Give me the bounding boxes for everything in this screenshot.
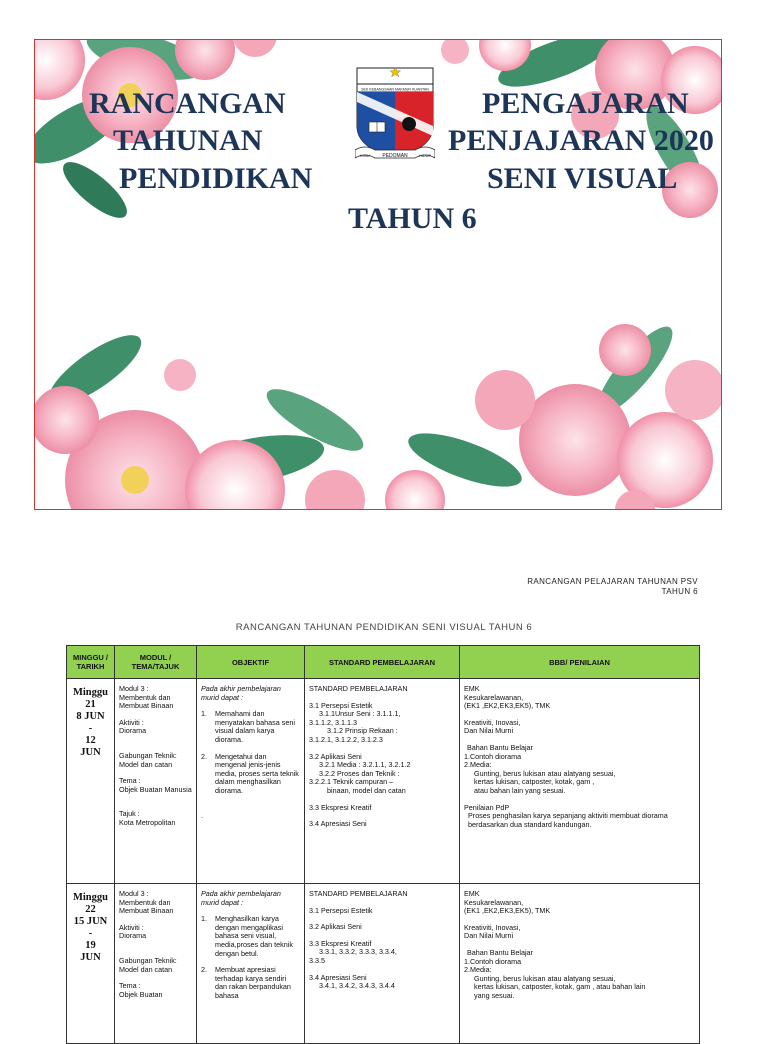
yearly-plan-table bbox=[66, 645, 700, 1044]
week-label: Minggu bbox=[72, 892, 108, 903]
objektif-cell bbox=[197, 679, 305, 884]
standard-item: 3.1.2 Prinsip Rekaan : bbox=[327, 726, 398, 736]
title-seni-visual: SENI VISUAL bbox=[487, 162, 678, 195]
objektif-item: Menghasilkan karya dengan mengaplikasi bahasa seni visual, media,proses dan teknik dengan betul. bbox=[215, 914, 293, 958]
modul-cell bbox=[115, 679, 197, 884]
standard-heading: STANDARD PEMBELAJARAN bbox=[309, 889, 408, 898]
standard-cell bbox=[305, 679, 460, 884]
bbb-cell bbox=[460, 884, 700, 1044]
week-to-month: JUN bbox=[80, 952, 101, 963]
school-crest-icon bbox=[355, 66, 435, 170]
gabungan-value: Model dan catan bbox=[119, 964, 173, 974]
bbb-emk: EMK bbox=[464, 889, 480, 898]
bottom-right-flowers-icon bbox=[385, 318, 722, 510]
document-title: RANCANGAN TAHUNAN PENDIDIKAN SENI VISUAL TAHUN 6 bbox=[235, 622, 533, 633]
objektif-item: Memahami dan menyatakan bahasa seni visual dalam karya diorama. bbox=[215, 709, 295, 744]
title-rancangan: RANCANGAN bbox=[89, 87, 286, 120]
bbb-line: Gunting, berus lukisan atau alatyang sesuai, bbox=[474, 768, 616, 778]
week-cell bbox=[67, 679, 115, 884]
objektif-item-number: 1. bbox=[201, 709, 207, 719]
header-modul: MODUL / TEMA/TAJUK bbox=[115, 646, 197, 679]
standard-item: 3.2.1 Media : 3.2.1.1, 3.2.1.2 bbox=[319, 760, 411, 770]
tema-value: Objek Buatan Manusia bbox=[119, 784, 192, 794]
title-pendidikan: PENDIDIKAN bbox=[119, 162, 313, 195]
standard-item: 3.1.2.1, 3.1.2.2, 3.1.2.3 bbox=[309, 734, 383, 744]
header-bbb: BBB/ PENILAIAN bbox=[460, 646, 700, 679]
title-tahunan: TAHUNAN bbox=[113, 124, 263, 157]
standard-item: 3.3.1, 3.3.2, 3.3.3, 3.3.4, bbox=[319, 947, 397, 957]
bbb-line: atau bahan lain yang sesuai. bbox=[474, 785, 566, 795]
title-penjajaran-2020: PENJAJARAN 2020 bbox=[448, 124, 714, 157]
running-head-line2: TAHUN 6 bbox=[661, 587, 698, 596]
tema-label: Tema : bbox=[119, 776, 141, 786]
gabungan-label: Gabungan Teknik: bbox=[119, 750, 177, 760]
cover-page bbox=[34, 39, 722, 510]
standard-item: 3.3 Ekspresi Kreatif bbox=[309, 938, 372, 948]
objektif-cell bbox=[197, 884, 305, 1044]
objektif-item: Membuat apresiasi terhadap karya sendiri dan rakan berpandukan bahasa bbox=[215, 965, 291, 1000]
standard-cell bbox=[305, 884, 460, 1044]
aktiviti-value: Diorama bbox=[119, 726, 147, 736]
standard-item: 3.4.1, 3.4.2, 3.4.3, 3.4.4 bbox=[319, 981, 395, 991]
table-row bbox=[67, 884, 700, 1044]
bbb-line: 2.Media: bbox=[464, 965, 492, 975]
standard-item: 3.4 Apresiasi Seni bbox=[309, 972, 367, 982]
bbb-line: kertas lukisan, catposter, kotak, gam , atau bahan lain bbox=[474, 982, 646, 992]
aktiviti-value: Diorama bbox=[119, 931, 147, 941]
header-standard: STANDARD PEMBELAJARAN bbox=[305, 646, 460, 679]
standard-heading: STANDARD PEMBELAJARAN bbox=[309, 684, 408, 693]
bbb-line: (EK1 ,EK2,EK3,EK5), TMK bbox=[464, 906, 551, 916]
header-minggu: MINGGU / TARIKH bbox=[67, 646, 115, 679]
week-from: 15 JUN bbox=[73, 916, 108, 927]
standard-item: 3.2.2.1 Teknik campuran – bbox=[309, 777, 394, 787]
running-head-line1: RANCANGAN PELAJARAN TAHUNAN PSV bbox=[527, 577, 698, 586]
modul-cell bbox=[115, 884, 197, 1044]
standard-item: binaan, model dan catan bbox=[327, 785, 406, 795]
objektif-intro: Pada akhir pembelajaran murid dapat : bbox=[201, 684, 281, 702]
tema-value: Objek Buatan bbox=[119, 989, 163, 999]
modul-label: Modul 3 : bbox=[119, 889, 149, 898]
aktiviti-label: Aktiviti : bbox=[119, 922, 144, 932]
bbb-line: yang sesuai. bbox=[474, 990, 515, 1000]
week-dash: - bbox=[88, 723, 93, 734]
bbb-penilaian-heading: Penilaian PdP bbox=[464, 802, 510, 812]
week-number: 22 bbox=[85, 904, 96, 915]
header-objektif: OBJEKTIF bbox=[197, 646, 305, 679]
crest-ribbon-center: PEDOMAN bbox=[382, 153, 408, 159]
gabungan-label: Gabungan Teknik: bbox=[119, 955, 177, 965]
objektif-item-number: 2. bbox=[201, 751, 207, 761]
bbb-bahan-heading: Bahan Bantu Belajar bbox=[467, 947, 533, 957]
running-head bbox=[527, 577, 698, 597]
crest-ribbon-right: HIDUP bbox=[418, 153, 432, 158]
bbb-line: Proses penghasilan karya sepanjang aktiviti membuat diorama berdasarkan dua standard kandungan. bbox=[468, 811, 668, 829]
week-from: 8 JUN bbox=[76, 711, 105, 722]
standard-item: 3.1.1Unsur Seni : 3.1.1.1, bbox=[319, 709, 401, 719]
bbb-cell bbox=[460, 679, 700, 884]
week-to-day: 19 bbox=[85, 940, 96, 951]
bbb-line: Kesukarelawanan, bbox=[464, 692, 524, 702]
standard-item: 3.1 Persepsi Estetik bbox=[309, 700, 373, 710]
week-label: Minggu bbox=[72, 687, 108, 698]
bbb-emk: EMK bbox=[464, 684, 480, 693]
objektif-item-number: 1. bbox=[201, 914, 207, 924]
bbb-line: (EK1 ,EK2,EK3,EK5), TMK bbox=[464, 701, 551, 711]
bbb-line: Gunting, berus lukisan atau alatyang sesuai, bbox=[474, 973, 616, 983]
week-number: 21 bbox=[85, 699, 96, 710]
standard-item: 3.3 Ekspresi Kreatif bbox=[309, 802, 372, 812]
gabungan-value: Model dan catan bbox=[119, 759, 173, 769]
objektif-item: Mengetahui dan mengenal jenis-jenis media, proses serta teknik dalam menghasilkan diorama. bbox=[215, 751, 299, 795]
objektif-dot: . bbox=[201, 810, 203, 820]
week-dash: - bbox=[88, 928, 93, 939]
bbb-line: Dan Nilai Murni bbox=[464, 726, 514, 736]
bbb-line: Kesukarelawanan, bbox=[464, 897, 524, 907]
crest-banner-text: SEK KEBANGSAAN MAKMUR KUANTAN bbox=[361, 87, 429, 92]
modul-label: Modul 3 : bbox=[119, 684, 149, 693]
week-cell bbox=[67, 884, 115, 1044]
bbb-line: 1.Contoh diorama bbox=[464, 956, 522, 966]
week-to-month: JUN bbox=[80, 747, 101, 758]
standard-item: 3.3.5 bbox=[309, 955, 325, 965]
title-tahun-6: TAHUN 6 bbox=[348, 202, 477, 235]
bbb-line: 1.Contoh diorama bbox=[464, 751, 522, 761]
tajuk-label: Tajuk : bbox=[119, 809, 140, 819]
standard-item: 3.2 Aplikasi Seni bbox=[309, 922, 362, 932]
objektif-intro: Pada akhir pembelajaran murid dapat : bbox=[201, 889, 281, 907]
table-header-row bbox=[67, 646, 700, 679]
bbb-line: Dan Nilai Murni bbox=[464, 931, 514, 941]
standard-item: 3.1 Persepsi Estetik bbox=[309, 905, 373, 915]
week-to-day: 12 bbox=[85, 735, 96, 746]
aktiviti-label: Aktiviti : bbox=[119, 717, 144, 727]
crest-ribbon-left: ILMU bbox=[360, 153, 370, 158]
standard-item: 3.1.1.2, 3.1.1.3 bbox=[309, 717, 357, 727]
objektif-item-number: 2. bbox=[201, 965, 207, 975]
bbb-bahan-heading: Bahan Bantu Belajar bbox=[467, 742, 533, 752]
tema-label: Tema : bbox=[119, 981, 141, 991]
standard-item: 3.2 Aplikasi Seni bbox=[309, 751, 362, 761]
modul-desc: Membentuk dan Membuat Binaan bbox=[119, 897, 174, 916]
bottom-left-flowers-icon bbox=[35, 324, 371, 510]
table-row bbox=[67, 679, 700, 884]
bbb-line: kertas lukisan, catposter, kotak, gam , bbox=[474, 777, 595, 787]
bbb-line: Kreativiti, Inovasi, bbox=[464, 717, 521, 727]
standard-item: 3.4 Apresiasi Seni bbox=[309, 819, 367, 829]
modul-desc: Membentuk dan Membuat Binaan bbox=[119, 692, 174, 711]
standard-item: 3.2.2 Proses dan Teknik : bbox=[319, 768, 400, 778]
bbb-line: 2.Media: bbox=[464, 760, 492, 770]
bbb-line: Kreativiti, Inovasi, bbox=[464, 922, 521, 932]
title-pengajaran: PENGAJARAN bbox=[482, 87, 689, 120]
tajuk-value: Kota Metropolitan bbox=[119, 817, 176, 827]
